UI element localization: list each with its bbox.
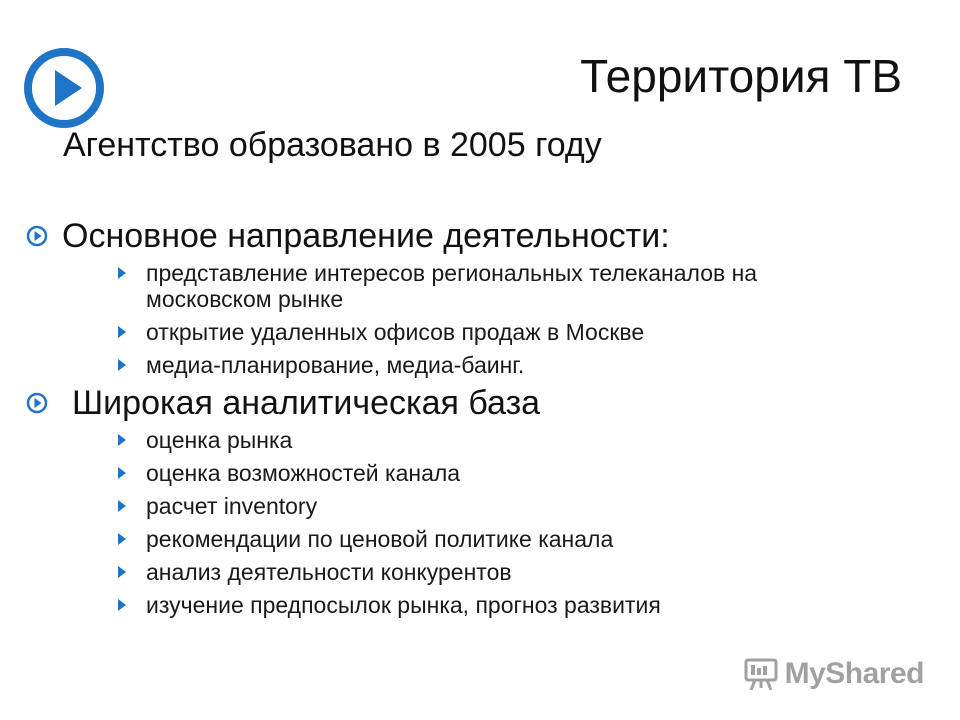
projector-board-icon <box>743 656 779 692</box>
arrow-bullet-icon <box>118 599 126 611</box>
list-item-text: оценка возможностей канала <box>146 460 461 486</box>
section-heading <box>26 216 866 256</box>
watermark-text: MyShared <box>784 657 924 690</box>
section-heading-label: Основное направление деятельности: <box>62 217 670 255</box>
arrow-bullet-icon <box>118 467 126 479</box>
play-bullet-icon <box>26 392 48 414</box>
list-item-text: расчет inventory <box>146 493 318 519</box>
list-item <box>118 460 661 486</box>
list-item <box>118 559 661 585</box>
arrow-bullet-icon <box>118 434 126 446</box>
list-item <box>118 319 866 345</box>
list-item-text: открытие удаленных офисов продаж в Москве <box>146 319 645 345</box>
list-item-text: медиа-планирование, медиа-баинг. <box>146 352 525 378</box>
arrow-bullet-icon <box>118 566 126 578</box>
list-item-text: анализ деятельности конкурентов <box>146 559 512 585</box>
slide-title: Территория ТВ <box>580 50 902 102</box>
list-item <box>118 352 866 378</box>
section-heading <box>26 383 661 423</box>
play-logo-icon <box>22 46 106 130</box>
section-main-activity <box>26 216 866 385</box>
list-item-text: изучение предпосылок рынка, прогноз развития <box>146 592 661 618</box>
arrow-bullet-icon <box>118 359 126 371</box>
slide-subtitle: Агентство образовано в 2005 году <box>63 126 602 164</box>
list-item <box>118 493 661 519</box>
list-item-text: рекомендации по ценовой политике канала <box>146 526 614 552</box>
bullet-list <box>118 260 866 378</box>
section-analytics <box>26 383 661 625</box>
list-item <box>118 260 866 312</box>
list-item <box>118 427 661 453</box>
bullet-list <box>118 427 661 618</box>
arrow-bullet-icon <box>118 500 126 512</box>
arrow-bullet-icon <box>118 533 126 545</box>
list-item <box>118 526 661 552</box>
myshared-watermark <box>743 656 924 692</box>
arrow-bullet-icon <box>118 267 126 279</box>
section-heading-label: Широкая аналитическая база <box>72 384 541 422</box>
list-item-text: представление интересов региональных телеканалов на московском рынке <box>146 260 758 312</box>
play-bullet-icon <box>26 225 48 247</box>
list-item <box>118 592 661 618</box>
arrow-bullet-icon <box>118 326 126 338</box>
list-item-text: оценка рынка <box>146 427 293 453</box>
